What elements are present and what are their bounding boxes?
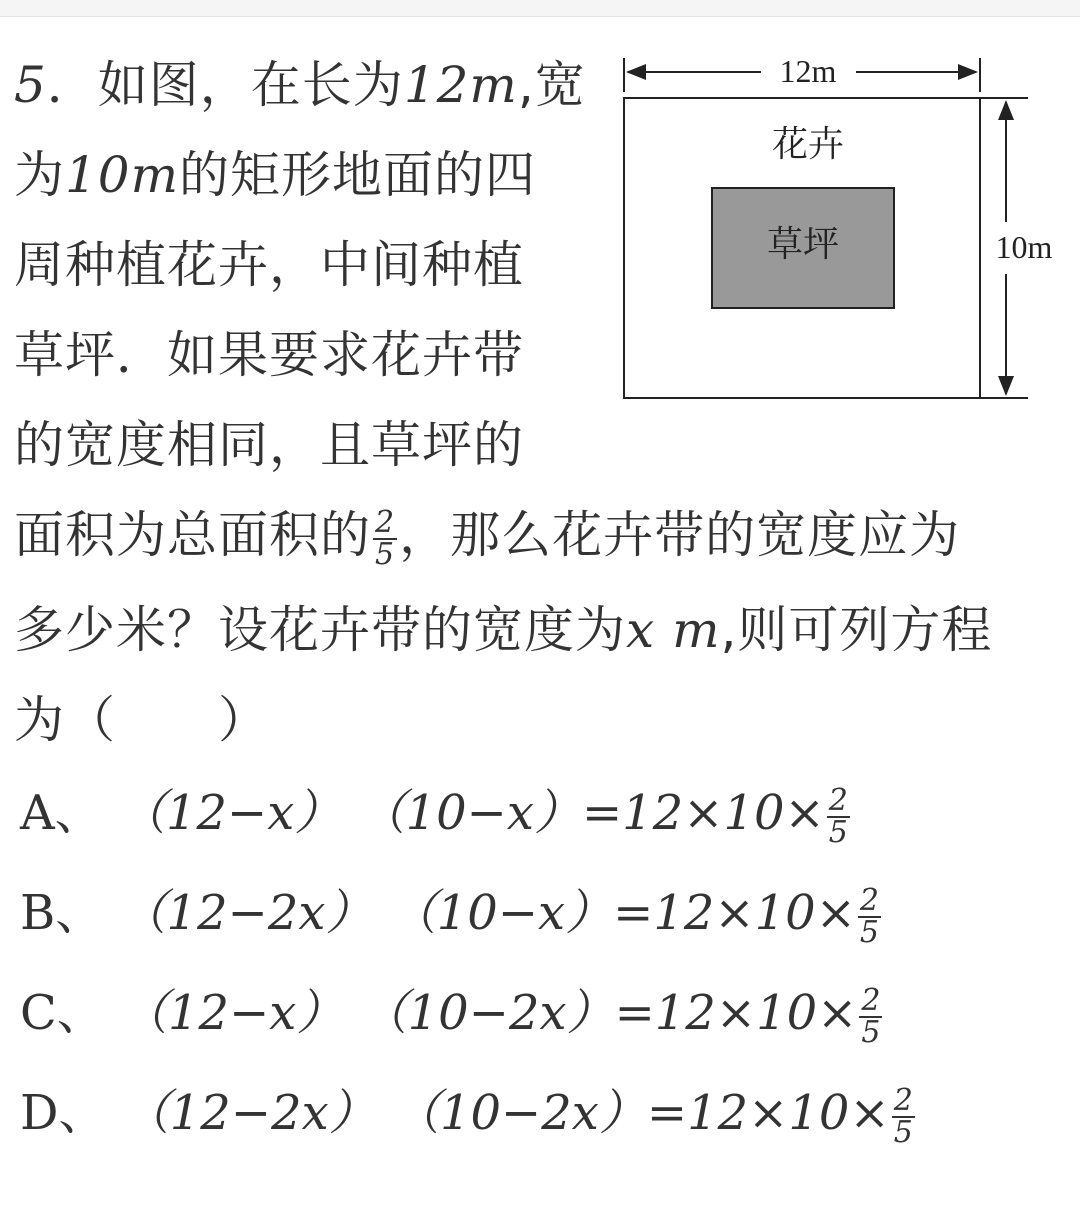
outer-label: 花卉 — [771, 124, 845, 165]
option-b[interactable]: B、 （12−2x） （10−x）=12×10× $\frac{2}{5}$ — [20, 882, 880, 950]
inner-label: 草坪 — [766, 224, 840, 265]
question-line-6: 面积为总面积的 $\frac{2}{5}$ ，那么花卉带的宽度应为 — [14, 504, 961, 572]
question-line-7: 多少米？设花卉带的宽度为x m,则可列方程 — [14, 601, 993, 659]
fraction-two-fifths: $\frac{2}{5}$ — [893, 1082, 913, 1150]
height-label: 10m — [995, 229, 1053, 265]
option-c[interactable]: C、 （12−x） （10−2x）=12×10× $\frac{2}{5}$ — [20, 982, 881, 1050]
fraction-two-fifths: $\frac{2}{5}$ — [828, 782, 848, 850]
rectangle-diagram — [616, 52, 1068, 407]
question-line-8: 为（ ） — [14, 691, 269, 749]
option-d[interactable]: D、 （12−2x） （10−2x）=12×10× $\frac{2}{5}$ — [20, 1082, 913, 1150]
top-bar — [0, 0, 1080, 17]
width-label: 12m — [779, 53, 837, 89]
fraction-two-fifths: $\frac{2}{5}$ — [859, 882, 880, 950]
question-line-2: 为10m的矩形地面的四 — [14, 146, 537, 204]
question-line-4: 草坪．如果要求花卉带 — [14, 326, 524, 384]
option-a[interactable]: A、 （12−x） （10−x）=12×10× $\frac{2}{5}$ — [20, 782, 848, 850]
fraction-two-fifths: $\frac{2}{5}$ — [375, 504, 396, 572]
question-number: 5 — [14, 56, 47, 114]
fraction-two-fifths: $\frac{2}{5}$ — [861, 982, 881, 1050]
question-line-1: 5．如图，在长为12m,宽 — [14, 56, 586, 114]
question-line-5: 的宽度相同，且草坪的 — [14, 416, 524, 474]
question-line-3: 周种植花卉，中间种植 — [14, 236, 524, 294]
